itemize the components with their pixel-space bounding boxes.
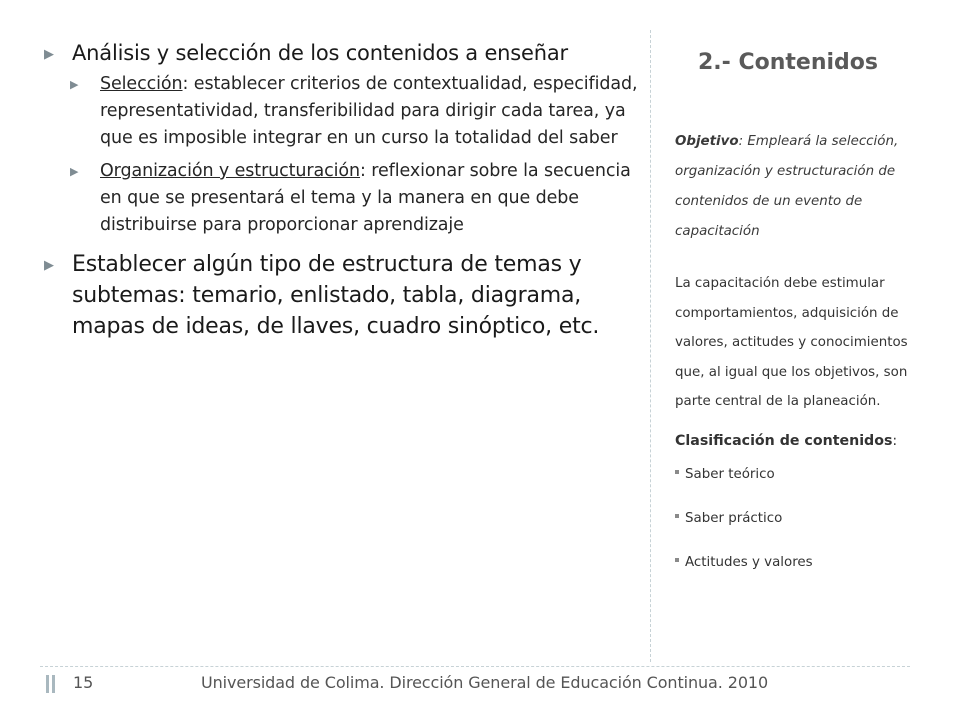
bullet-structure <box>40 249 640 342</box>
vertical-divider <box>650 30 651 662</box>
triangle-bullet-icon: ▶ <box>44 47 54 62</box>
footer-organization: Universidad de Colima. Dirección General de Educación Continua. 2010 <box>201 673 769 692</box>
bullet-analysis-text: Análisis y selección de los contenidos a enseñar <box>72 41 568 65</box>
classification-item <box>675 511 925 555</box>
objective <box>675 127 925 247</box>
classification-colon: : <box>892 432 898 449</box>
organization-description: : reflexionar sobre la secuencia en que se presentará el tema y la manera en que debe distribuirse para proporcionar aprendizaje <box>100 161 631 235</box>
square-bullet-icon <box>675 514 679 518</box>
selection-term: Selección <box>100 74 183 94</box>
triangle-bullet-icon: ▶ <box>44 258 54 273</box>
selection-description: : establecer criterios de contextualidad, especifidad, representatividad, transferibilidad para dirigir cada tarea, ya que es imposible integrar en un curso la totalidad del saber <box>100 74 638 148</box>
bullet-analysis <box>40 38 640 69</box>
classification-item-text: Actitudes y valores <box>685 554 813 570</box>
section-title: 2.- Contenidos <box>698 50 878 75</box>
slide-footer <box>40 673 920 697</box>
sub-bullet-list <box>40 71 640 239</box>
square-bullet-icon <box>675 558 679 562</box>
page-number: 15 <box>73 673 94 692</box>
body-paragraph: La capacitación debe estimular comportamientos, adquisición de valores, actitudes y conocimientos que, al igual que los objetivos, son parte central de la planeación. <box>675 276 908 409</box>
sub-bullet-selection <box>40 71 640 152</box>
square-bullet-icon <box>675 470 679 474</box>
horizontal-divider <box>40 666 910 667</box>
classification-item-text: Saber teórico <box>685 466 775 482</box>
classification-item-text: Saber práctico <box>685 510 783 526</box>
footer-bars-icon <box>46 675 60 693</box>
bullet-structure-text: Establecer algún tipo de estructura de temas y subtemas: temario, enlistado, tabla, diagrama, mapas de ideas, de llaves, cuadro sinóptico, etc. <box>72 252 600 339</box>
classification-item <box>675 467 925 511</box>
triangle-bullet-icon: ▶ <box>70 78 79 91</box>
objective-text: : Empleará la selección, organización y estructuración de contenidos de un evento de capacitación <box>675 134 899 239</box>
classification-item <box>675 555 925 599</box>
triangle-bullet-icon: ▶ <box>70 165 79 178</box>
classification-heading <box>675 433 925 449</box>
sub-bullet-organization <box>40 158 640 239</box>
classification-list <box>675 467 925 599</box>
objective-label: Objetivo <box>675 134 739 149</box>
side-panel <box>675 50 925 599</box>
classification-label: Clasificación de contenidos <box>675 432 893 449</box>
main-content <box>40 38 640 342</box>
organization-term: Organización y estructuración <box>100 161 361 181</box>
